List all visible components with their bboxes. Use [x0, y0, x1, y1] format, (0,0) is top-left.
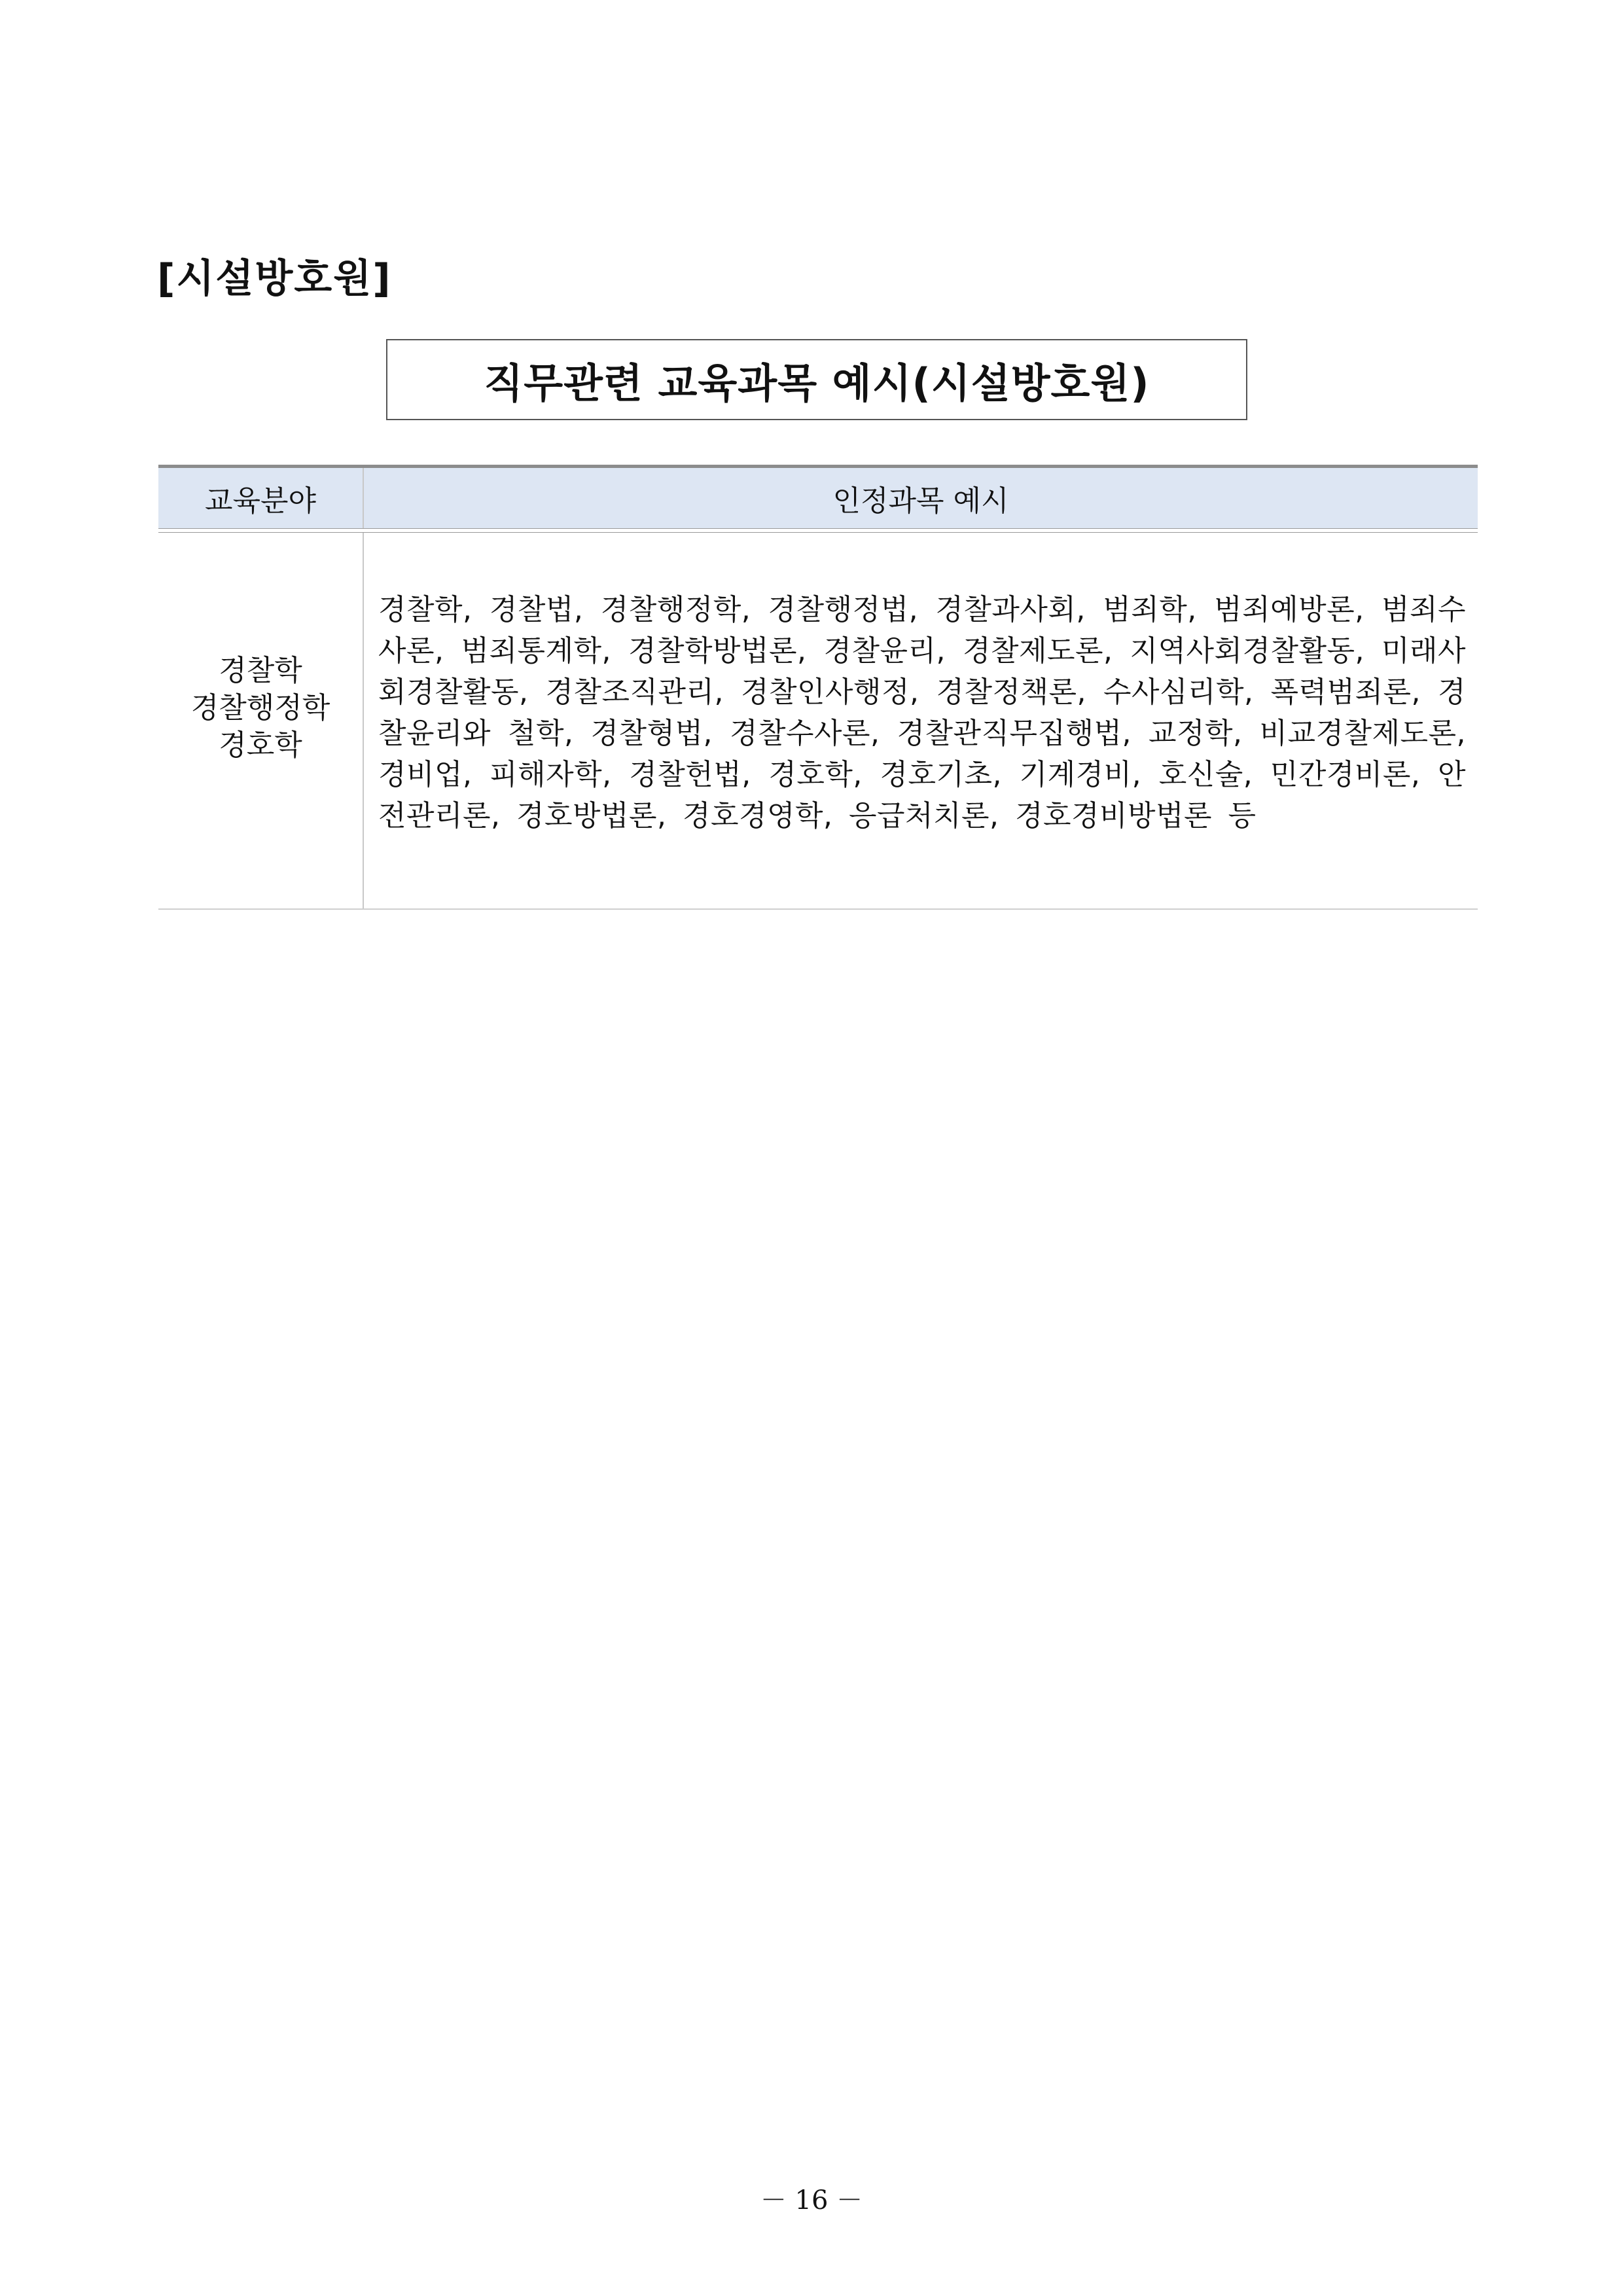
header-courses: 인정과목 예시 — [832, 484, 1009, 518]
field-name: 경찰학 — [219, 653, 302, 687]
courses-text: 경찰학, 경찰법, 경찰행정학, 경찰행정법, 경찰과사회, 범죄학, 범죄예방론, 범죄수사론, 범죄통계학, 경찰학방법론, 경찰윤리, 경찰제도론, 지역사회경찰활동, 미래사회경찰활동, 경찰조직관리, 경찰인사행정, 경찰정책론, 수사심리학, 폭력범죄론, 경찰윤리와 철학, 경찰형법, 경찰수사론, 경찰관직무집행법, 교정학, 비교경찰제도론, 경비업, 피해자학, 경찰헌법, 경호학, 경호기초, 기계경비, 호신술, 민간경비론, 안전관리론, 경호방법론, 경호경영학, 응급처치론, 경호경비방법론 등 — [378, 593, 1466, 833]
page-number: － 16 － — [760, 2185, 863, 2215]
course-table — [158, 465, 1478, 910]
courses-cell — [364, 533, 1478, 908]
field-name: 경호학 — [219, 728, 302, 762]
field-cell — [158, 533, 364, 908]
table-row — [158, 533, 1478, 910]
table-title-box — [386, 339, 1247, 420]
table-title: 직무관련 교육과목 예시(시설방호원) — [484, 359, 1150, 407]
section-heading: [시설방호원] — [157, 256, 392, 302]
header-field: 교육분야 — [158, 468, 364, 528]
table-header-row — [158, 465, 1478, 529]
field-name: 경찰행정학 — [190, 691, 330, 725]
